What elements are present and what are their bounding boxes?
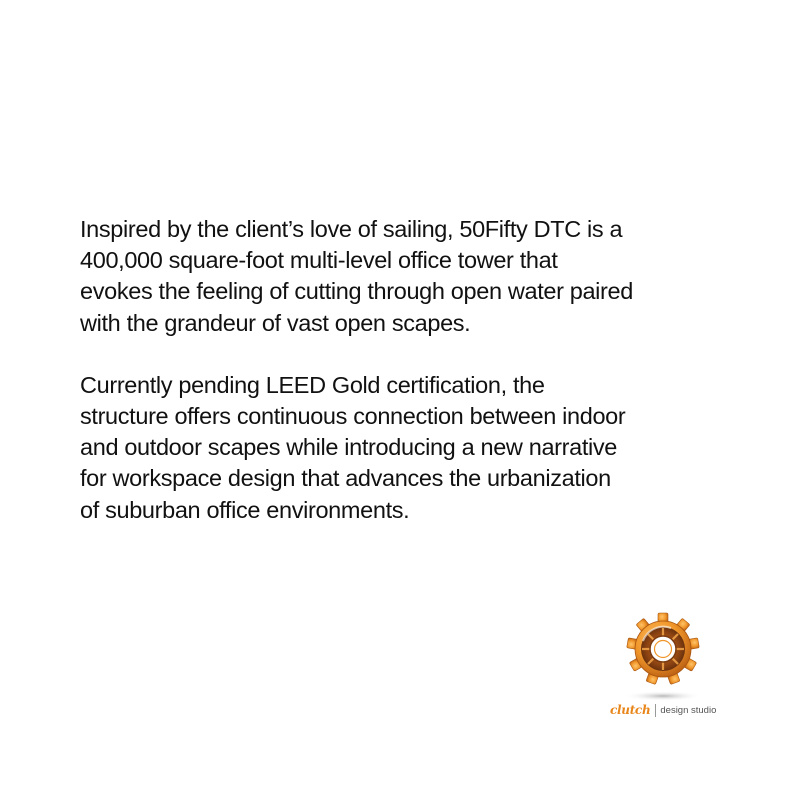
brand-name: clutch: [610, 703, 651, 717]
gear-icon: [626, 612, 700, 686]
text-line: with the grandeur of vast open scapes.: [80, 309, 471, 336]
paragraph-certification: [80, 370, 740, 526]
body-text: [80, 214, 740, 526]
brand-tagline: design studio: [660, 704, 717, 716]
clutch-logo: [606, 612, 720, 722]
text-line: and outdoor scapes while introducing a new narrative: [80, 434, 617, 461]
text-line: 400,000 square-foot multi-level office tower that: [80, 247, 558, 274]
logo-wordmark: [610, 703, 716, 717]
text-line: structure offers continuous connection between indoor: [80, 403, 626, 430]
text-line: Currently pending LEED Gold certification, the: [80, 371, 545, 398]
paragraph-intro: [80, 214, 740, 339]
brand-divider: [655, 704, 656, 717]
logo-shadow: [624, 688, 702, 698]
text-line: for workspace design that advances the urbanization: [80, 465, 611, 492]
text-line: Inspired by the client’s love of sailing, 50Fifty DTC is a: [80, 216, 623, 242]
text-line: of suburban office environments.: [80, 496, 410, 523]
text-line: evokes the feeling of cutting through open water paired: [80, 278, 633, 305]
